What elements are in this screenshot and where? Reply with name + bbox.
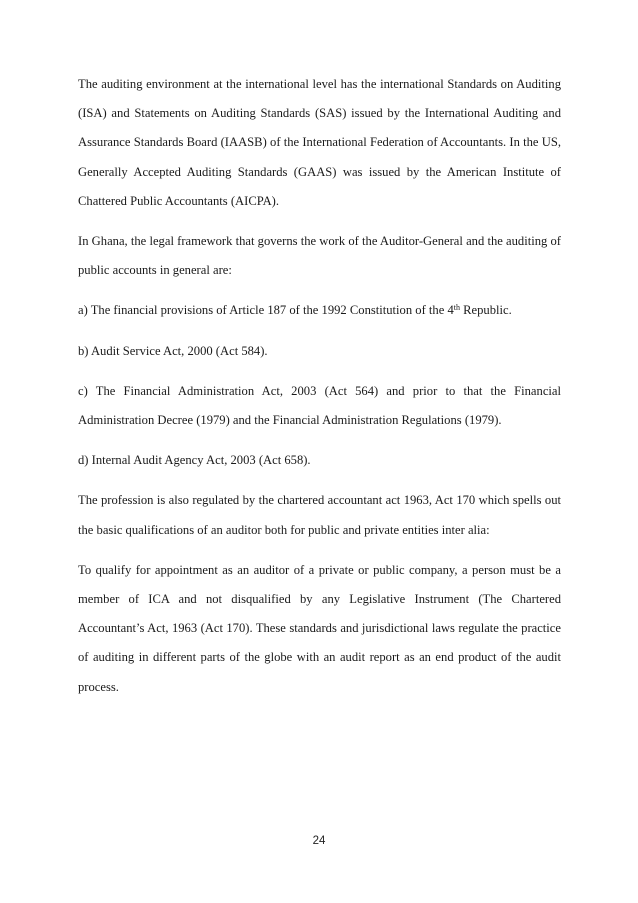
- list-item-a-text: a) The financial provisions of Article 187 of the 1992 Constitution of the 4: [78, 303, 454, 318]
- list-item-d: d) Internal Audit Agency Act, 2003 (Act 658).: [78, 453, 311, 468]
- page-number: 24: [312, 835, 326, 847]
- list-item-a-superscript: th: [453, 303, 460, 313]
- paragraph-ghana-legal-framework: In Ghana, the legal framework that governs the work of the Auditor-General and the auditing of public accounts in general are:: [78, 234, 561, 278]
- list-item-a: [78, 296, 561, 325]
- list-item-a-text-end: Republic.: [460, 303, 512, 318]
- document-body: [78, 70, 561, 702]
- paragraph-auditor-qualification: To qualify for appointment as an auditor of a private or public company, a person must be a member of ICA and not disqualified by any Legislative Instrument (The Chartered Accountant’s Act, 1963 (Act 170). These standards and jurisdictional laws regulate the practice of auditing in different parts of the globe with an audit report as an end product of the audit process.: [78, 562, 561, 694]
- paragraph-profession-regulation: The profession is also regulated by the chartered accountant act 1963, Act 170 which spells out the basic qualifications of an auditor both for public and private entities inter alia:: [78, 493, 561, 537]
- list-item-b: b) Audit Service Act, 2000 (Act 584).: [78, 343, 268, 358]
- paragraph-auditing-environment: The auditing environment at the international level has the international Standards on Auditing (ISA) and Statements on Auditing Standards (SAS) issued by the International Auditing and Assurance Standards Board (IAASB) of the International Federation of Accountants. In the US, Generally Accepted Auditing Standards (GAAS) was issued by the American Institute of Chattered Public Accountants (AICPA).: [78, 77, 561, 208]
- list-item-c: c) The Financial Administration Act, 2003 (Act 564) and prior to that the Financial Administration Decree (1979) and the Financial Administration Regulations (1979).: [78, 383, 561, 428]
